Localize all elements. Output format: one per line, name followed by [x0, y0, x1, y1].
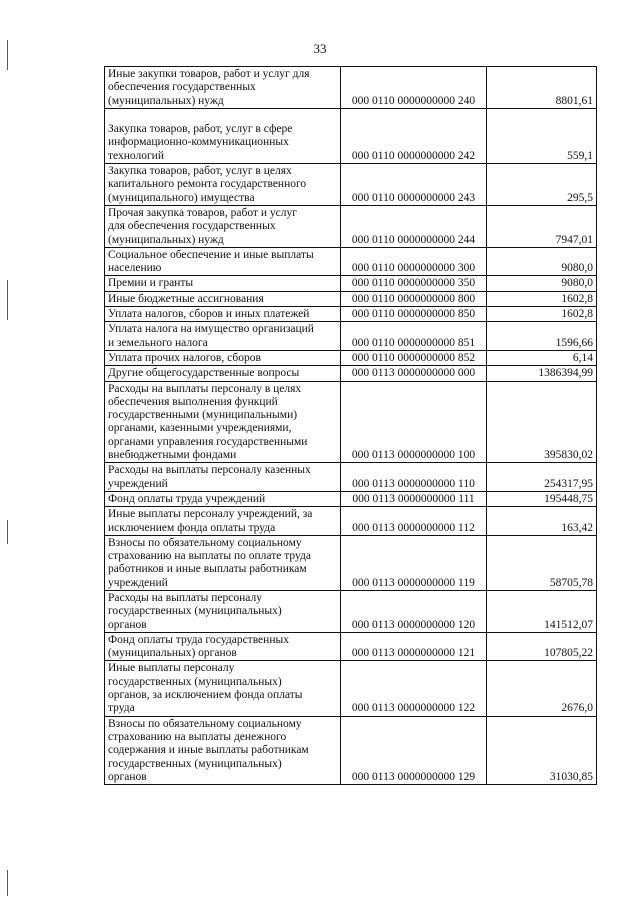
- row-name-line: Расходы на выплаты персоналу казенных: [108, 464, 311, 477]
- row-name-line: исключением фонда оплаты труда: [108, 521, 276, 534]
- row-amount-cell: 6,14: [487, 350, 597, 365]
- row-name-cell: [105, 366, 341, 381]
- binding-mark-top: [7, 40, 8, 70]
- row-name-line: (муниципальных) нужд: [108, 94, 224, 107]
- row-name-line: Прочая закупка товаров, работ и услуг: [108, 206, 297, 219]
- row-name-cell: [105, 164, 341, 206]
- row-amount-cell: 195448,75: [487, 491, 597, 506]
- row-name-cell: [105, 661, 341, 716]
- row-code-cell: 000 0113 0000000000 111: [341, 491, 487, 506]
- table-row: [105, 535, 597, 590]
- row-amount-cell: 9080,0: [487, 276, 597, 291]
- row-name-line: страхованию на выплаты денежного: [108, 730, 287, 743]
- row-name-line: внебюджетными фондами: [108, 449, 237, 462]
- row-name-line: населению: [108, 262, 162, 275]
- row-name-line: Взносы по обязательному социальному: [108, 717, 302, 730]
- table-row: [105, 507, 597, 536]
- row-name-line: Уплата налогов, сборов и иных платежей: [108, 308, 310, 321]
- row-name-line: обеспечения государственных: [108, 81, 256, 94]
- budget-table-body: [105, 67, 597, 785]
- row-name-line: обеспечения выполнения функций: [108, 395, 278, 408]
- row-amount-cell: 395830,02: [487, 381, 597, 463]
- row-name-cell: [105, 67, 341, 109]
- row-code-cell: 000 0113 0000000000 100: [341, 381, 487, 463]
- row-name-cell: [105, 590, 341, 632]
- row-name-cell: [105, 247, 341, 276]
- row-name-line: Иные выплаты персоналу: [108, 662, 235, 675]
- row-name-line: (муниципальных) органов: [108, 647, 237, 660]
- row-code-cell: 000 0110 0000000000 240: [341, 67, 487, 109]
- row-name-line: страхованию на выплаты по оплате труда: [108, 550, 311, 563]
- row-amount-cell: 295,5: [487, 164, 597, 206]
- row-name-cell: [105, 108, 341, 163]
- table-row: [105, 247, 597, 276]
- row-name-line: информационно-коммуникационных: [108, 136, 289, 149]
- row-code-cell: 000 0113 0000000000 112: [341, 507, 487, 536]
- row-code-cell: 000 0110 0000000000 852: [341, 350, 487, 365]
- row-name-line: Фонд оплаты труда учреждений: [108, 492, 266, 505]
- table-row: [105, 205, 597, 247]
- row-name-line: (муниципального) имущества: [108, 191, 255, 204]
- row-name-line: органов: [108, 770, 147, 783]
- row-name-line: Закупка товаров, работ, услуг в целях: [108, 165, 292, 178]
- row-name-line: Взносы по обязательному социальному: [108, 536, 302, 549]
- row-amount-cell: 8801,61: [487, 67, 597, 109]
- table-row: [105, 632, 597, 661]
- row-name-cell: [105, 463, 341, 492]
- binding-mark-lower: [7, 520, 8, 544]
- row-name-line: Премии и гранты: [108, 277, 194, 290]
- table-row: [105, 716, 597, 784]
- row-name-line: содержания и иные выплаты работникам: [108, 744, 309, 757]
- row-amount-cell: 559,1: [487, 108, 597, 163]
- row-name-cell: [105, 291, 341, 306]
- row-amount-cell: 31030,85: [487, 716, 597, 784]
- table-row: [105, 67, 597, 109]
- table-row: [105, 366, 597, 381]
- row-name-line: Уплата прочих налогов, сборов: [108, 351, 261, 364]
- row-name-cell: [105, 535, 341, 590]
- row-name-line: Уплата налога на имущество организаций: [108, 323, 314, 336]
- binding-mark-middle: [7, 280, 8, 320]
- row-name-cell: [105, 322, 341, 351]
- row-amount-cell: 163,42: [487, 507, 597, 536]
- row-amount-cell: 1602,8: [487, 291, 597, 306]
- row-name-line: технологий: [108, 149, 164, 162]
- table-row: [105, 291, 597, 306]
- row-name-line: Расходы на выплаты персоналу в целях: [108, 382, 302, 395]
- row-name-line: государственных (муниципальных): [108, 605, 282, 618]
- row-code-cell: 000 0110 0000000000 300: [341, 247, 487, 276]
- row-code-cell: 000 0113 0000000000 000: [341, 366, 487, 381]
- table-row: [105, 276, 597, 291]
- row-amount-cell: 141512,07: [487, 590, 597, 632]
- row-name-line: учреждений: [108, 477, 168, 490]
- row-code-cell: 000 0110 0000000000 243: [341, 164, 487, 206]
- row-code-cell: 000 0110 0000000000 850: [341, 307, 487, 322]
- row-name-line: органами управления государственными: [108, 435, 308, 448]
- row-name-cell: [105, 307, 341, 322]
- row-amount-cell: 7947,01: [487, 205, 597, 247]
- row-name-line: (муниципальных) нужд: [108, 233, 224, 246]
- row-code-cell: 000 0113 0000000000 122: [341, 661, 487, 716]
- row-code-cell: 000 0110 0000000000 851: [341, 322, 487, 351]
- table-row: [105, 322, 597, 351]
- row-name-line: для обеспечения государственных: [108, 220, 276, 233]
- row-name-cell: [105, 632, 341, 661]
- row-name-line: труда: [108, 702, 135, 715]
- row-name-line: капитального ремонта государственного: [108, 178, 307, 191]
- budget-table: [104, 66, 597, 785]
- row-name-line: Иные выплаты персоналу учреждений, за: [108, 508, 313, 521]
- row-amount-cell: 2676,0: [487, 661, 597, 716]
- table-row: [105, 307, 597, 322]
- row-name-line: Социальное обеспечение и иные выплаты: [108, 248, 314, 261]
- row-name-line: государственных (муниципальных): [108, 757, 282, 770]
- row-code-cell: 000 0110 0000000000 800: [341, 291, 487, 306]
- row-code-cell: 000 0113 0000000000 119: [341, 535, 487, 590]
- row-name-line: Фонд оплаты труда государственных: [108, 633, 289, 646]
- table-row: [105, 108, 597, 163]
- table-row: [105, 381, 597, 463]
- binding-mark-bottom: [7, 870, 8, 896]
- table-row: [105, 350, 597, 365]
- table-row: [105, 164, 597, 206]
- row-name-line: Иные бюджетные ассигнования: [108, 292, 264, 305]
- row-code-cell: 000 0113 0000000000 121: [341, 632, 487, 661]
- row-name-line: учреждений: [108, 576, 168, 589]
- row-name-line: Иные закупки товаров, работ и услуг для: [108, 68, 310, 80]
- row-code-cell: 000 0113 0000000000 110: [341, 463, 487, 492]
- table-row: [105, 590, 597, 632]
- row-amount-cell: 9080,0: [487, 247, 597, 276]
- row-amount-cell: 1386394,99: [487, 366, 597, 381]
- row-amount-cell: 254317,95: [487, 463, 597, 492]
- row-amount-cell: 107805,22: [487, 632, 597, 661]
- row-name-line: органами, казенными учреждениями,: [108, 422, 292, 435]
- row-name-cell: [105, 350, 341, 365]
- row-name-line: Другие общегосударственные вопросы: [108, 367, 300, 380]
- row-name-line: Закупка товаров, работ, услуг в сфере: [108, 123, 293, 136]
- row-name-line: государственными (муниципальными): [108, 409, 298, 422]
- row-name-line: Расходы на выплаты персоналу: [108, 591, 262, 604]
- row-name-line: и земельного налога: [108, 336, 208, 349]
- row-name-line: органов, за исключением фонда оплаты: [108, 689, 303, 702]
- row-code-cell: 000 0110 0000000000 242: [341, 108, 487, 163]
- row-name-cell: [105, 491, 341, 506]
- row-code-cell: 000 0113 0000000000 120: [341, 590, 487, 632]
- row-amount-cell: 1596,66: [487, 322, 597, 351]
- table-row: [105, 661, 597, 716]
- row-code-cell: 000 0110 0000000000 350: [341, 276, 487, 291]
- row-name-line: государственных (муниципальных): [108, 675, 282, 688]
- row-amount-cell: 58705,78: [487, 535, 597, 590]
- row-name-line: [108, 110, 337, 123]
- row-name-cell: [105, 205, 341, 247]
- row-name-line: органов: [108, 618, 147, 631]
- row-name-cell: [105, 507, 341, 536]
- row-name-cell: [105, 716, 341, 784]
- page-number: 33: [313, 41, 327, 56]
- row-name-cell: [105, 381, 341, 463]
- row-name-cell: [105, 276, 341, 291]
- table-row: [105, 463, 597, 492]
- row-code-cell: 000 0113 0000000000 129: [341, 716, 487, 784]
- table-row: [105, 491, 597, 506]
- row-name-line: работников и иные выплаты работникам: [108, 563, 307, 576]
- row-code-cell: 000 0110 0000000000 244: [341, 205, 487, 247]
- row-amount-cell: 1602,8: [487, 307, 597, 322]
